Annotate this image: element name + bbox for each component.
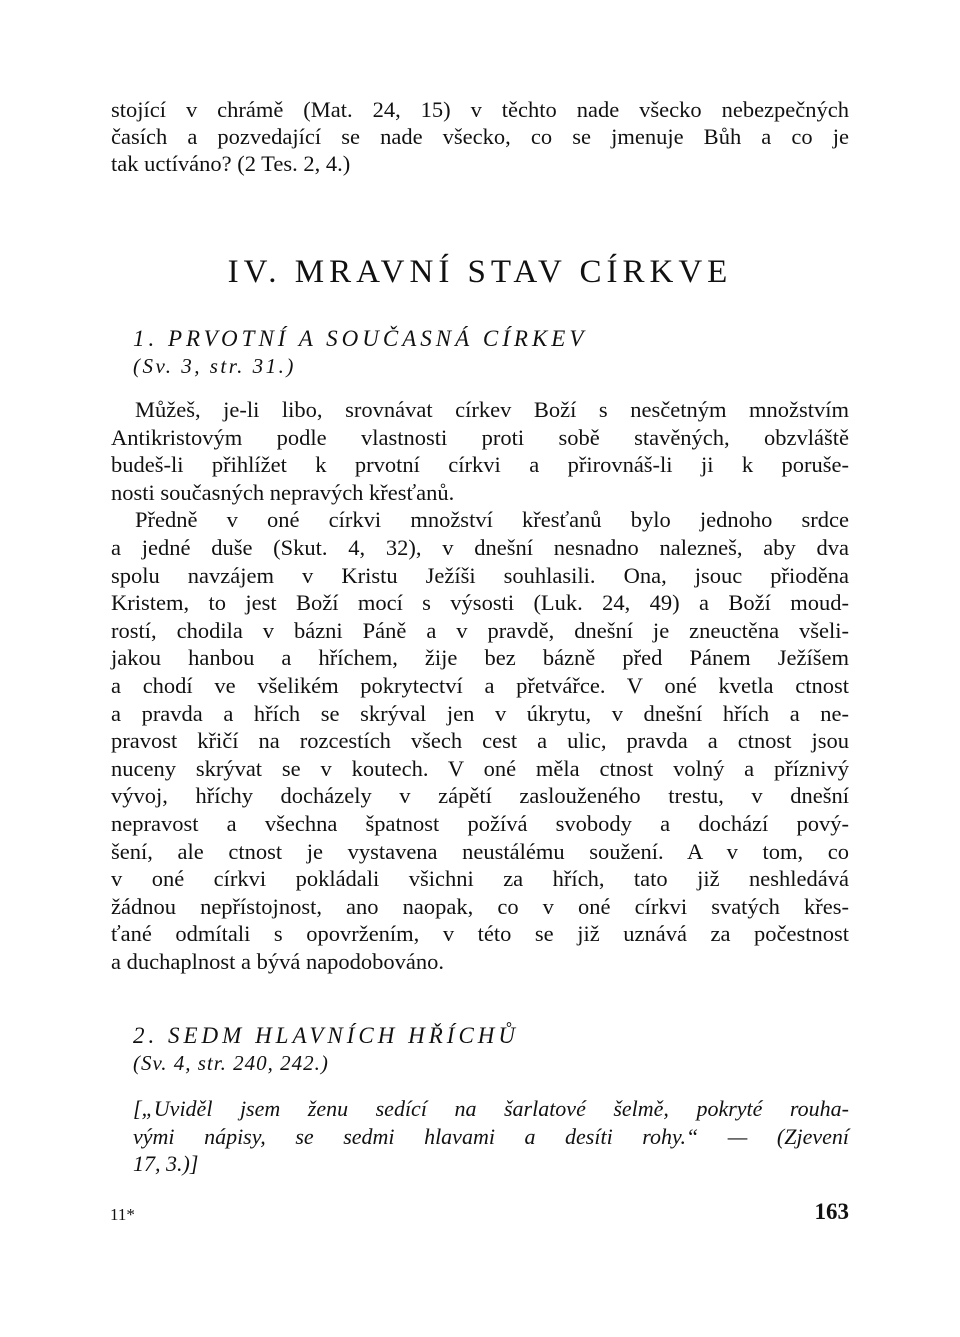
text-line: a jedné duše (Skut. 4, 32), v dnešní nesnadno nalezneš, aby dva bbox=[111, 534, 849, 560]
text-line: a duchaplnost a bývá napodobováno. bbox=[111, 948, 445, 974]
section-title: 1. PRVOTNÍ A SOUČASNÁ CÍRKEV bbox=[133, 326, 588, 351]
text-line: vývoj, hříchy docházely v zápětí zaslouženého trestu, v dnešní bbox=[111, 783, 849, 809]
intro-paragraph bbox=[111, 96, 849, 177]
section-reference: (Sv. 3, str. 31.) bbox=[133, 354, 296, 378]
section-title: 2. SEDM HLAVNÍCH HŘÍCHŮ bbox=[133, 1023, 520, 1048]
quote-line: 17, 3.)] bbox=[133, 1151, 199, 1176]
chapter-title: IV. MRAVNÍ STAV CÍRKVE bbox=[227, 254, 733, 290]
text-line: stojící v chrámě (Mat. 24, 15) v těchto nade všecko nebezpečných bbox=[111, 97, 849, 122]
text-line: rostí, chodila v bázni Páně a v pravdě, dnešní je zneuctěna všeli- bbox=[111, 617, 849, 643]
text-line: v oné církvi pokládali všichni za hřích, tato již neshledává bbox=[111, 866, 849, 892]
section-1-body bbox=[111, 396, 849, 975]
section-reference: (Sv. 4, str. 240, 242.) bbox=[133, 1051, 329, 1075]
text-line: a chodí ve všelikém pokrytectví a přetvářce. V oné kvetla ctnost bbox=[111, 672, 849, 698]
text-line: nepravost a všechna špatnost požívá svobody a dochází pový- bbox=[111, 810, 849, 836]
text-line: žádnou nepřístojnost, ano naopak, co v oné církvi svatých křes- bbox=[111, 893, 849, 919]
text-line: Kristem, to jest Boží mocí s výsosti (Luk. 24, 49) a Boží moud- bbox=[111, 590, 849, 616]
text-line: budeš-li přihlížet k prvotní církvi a přirovnáš-li ji k poruše- bbox=[111, 452, 849, 478]
section-heading-1 bbox=[133, 325, 587, 379]
text-line: jakou hanbou a hříchem, žije bez bázně před Pánem Ježíšem bbox=[111, 645, 849, 671]
text-line: pravost křičí na rozcestích všech cest a ulic, pravda a ctnost jsou bbox=[111, 728, 849, 754]
text-line: nuceny skrývat se v koutech. V oné měla ctnost volný a příznivý bbox=[111, 755, 849, 781]
text-line: časích a pozvedající se nade všecko, co se jmenuje Bůh a co je bbox=[111, 124, 849, 149]
text-line: tak uctíváno? (2 Tes. 2, 4.) bbox=[111, 151, 351, 176]
section-heading-2 bbox=[133, 1022, 519, 1076]
text-line: ťané odmítali s opovržením, v této se již uznává za počestnost bbox=[111, 921, 849, 947]
text-line: nosti současných nepravých křesťanů. bbox=[111, 479, 455, 505]
text-line: Můžeš, je-li libo, srovnávat církev Boží s nesčetným množstvím bbox=[135, 397, 849, 422]
text-line: a pravda a hřích se skrýval jen v úkrytu, v dnešní hřích a ne- bbox=[111, 700, 849, 726]
text-line: šení, ale ctnost je vystavena neustálému soužení. A v tom, co bbox=[111, 838, 849, 864]
signature-mark: 11* bbox=[110, 1205, 135, 1224]
text-line: Antikristovým podle vlastnosti proti sobě stavěných, obzvláště bbox=[111, 424, 849, 450]
quote-line: [„Uviděl jsem ženu sedící na šarlatové šelmě, pokryté rouha- bbox=[133, 1096, 849, 1121]
text-line: Předně v oné církvi množství křesťanů bylo jednoho srdce bbox=[135, 507, 849, 533]
page-number: 163 bbox=[814, 1199, 849, 1224]
bible-quote bbox=[133, 1095, 849, 1178]
text-line: spolu navzájem v Kristu Ježíši souhlasili. Ona, jsouc přioděna bbox=[111, 562, 849, 588]
quote-line: vými nápisy, se sedmi hlavami a desíti rohy.“ — (Zjevení bbox=[133, 1123, 849, 1149]
